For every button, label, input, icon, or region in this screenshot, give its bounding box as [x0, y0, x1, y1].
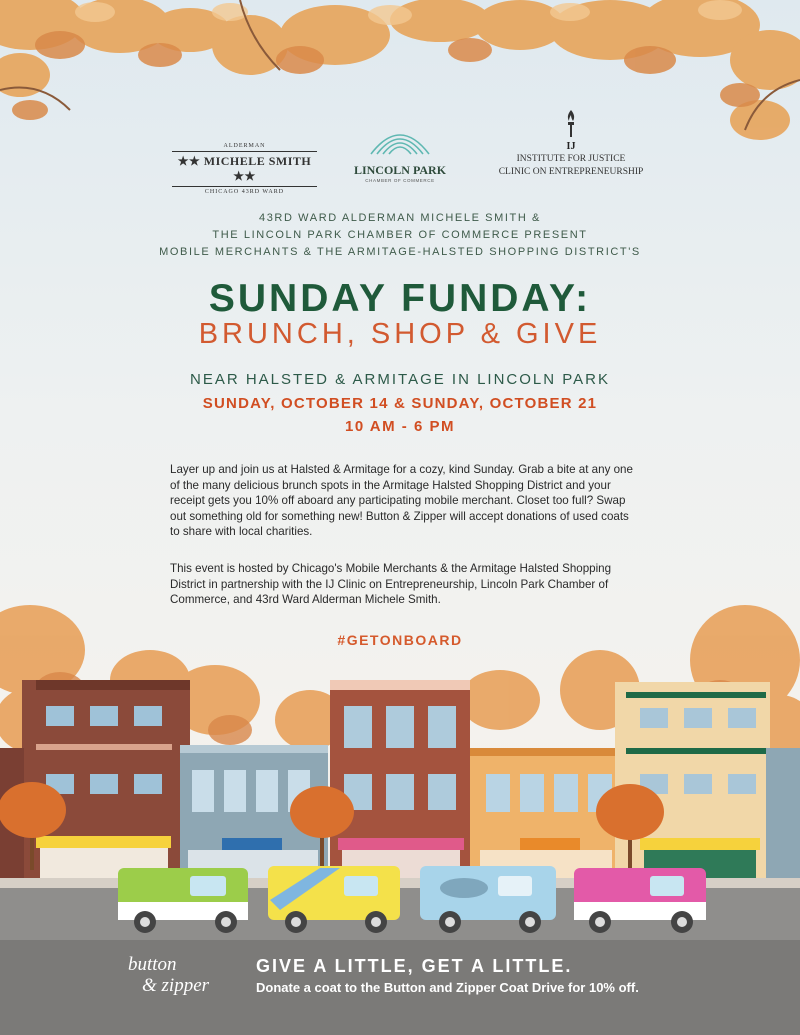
- alderman-logo-name: ★★ MICHELE SMITH ★★: [177, 154, 312, 183]
- description-paragraph: Layer up and join us at Halsted & Armitage for a cozy, kind Sunday. Grab a bite at any one of the many delicious brunch spots in the Armitage Halsted Shopping District and your receipt gets you 10% off aboard any participating mobile merchant. Closet too full? Swap out something old for something new! Button & Zipper will accept donations of used coats to share with local charities.: [170, 463, 633, 539]
- event-dates: SUNDAY, OCTOBER 14 & SUNDAY, OCTOBER 21: [202, 395, 598, 412]
- star-icon: ★★: [233, 169, 256, 183]
- hosts-paragraph: This event is hosted by Chicago's Mobile Merchants & the Armitage Halsted Shopping District in partnership with the IJ Clinic on Entrepreneurship, Lincoln Park Chamber of Commerce, and 43rd Ward Alderman Michele Smith.: [170, 562, 612, 607]
- event-hours: 10 AM - 6 PM: [345, 418, 455, 435]
- footer-subline: Donate a coat to the Button and Zipper Coat Drive for 10% off.: [256, 980, 639, 995]
- hashtag: #GETONBOARD: [337, 632, 463, 648]
- bz-logo-line2: & zipper: [142, 975, 210, 996]
- alderman-logo-bottom: CHICAGO 43RD WARD: [204, 189, 285, 195]
- event-title: SUNDAY FUNDAY:: [208, 277, 592, 320]
- ij-mark: IJ: [566, 141, 576, 152]
- lincoln-park-name: LINCOLN PARK: [353, 163, 447, 177]
- presenters-text: 43RD WARD ALDERMAN MICHELE SMITH & THE LINCOLN PARK CHAMBER OF COMMERCE PRESENT MOBILE MERCHANTS & THE ARMITAGE-HALSTED SHOPPING DISTRICT'S: [159, 212, 641, 258]
- footer-headline: GIVE A LITTLE, GET A LITTLE.: [256, 956, 573, 976]
- alderman-logo-top: ALDERMAN: [223, 143, 266, 149]
- event-location: NEAR HALSTED & ARMITAGE IN LINCOLN PARK: [189, 371, 611, 388]
- bz-logo-line1: button: [128, 954, 177, 975]
- button-and-zipper-logo: [128, 954, 209, 996]
- star-icon: ★★: [177, 154, 201, 168]
- ij-name-line2: CLINIC ON ENTREPRENEURSHIP: [498, 167, 644, 177]
- ij-name-line1: INSTITUTE FOR JUSTICE: [516, 154, 626, 164]
- lincoln-park-sub: CHAMBER OF COMMERCE: [365, 178, 435, 183]
- event-subtitle: BRUNCH, SHOP & GIVE: [198, 318, 602, 350]
